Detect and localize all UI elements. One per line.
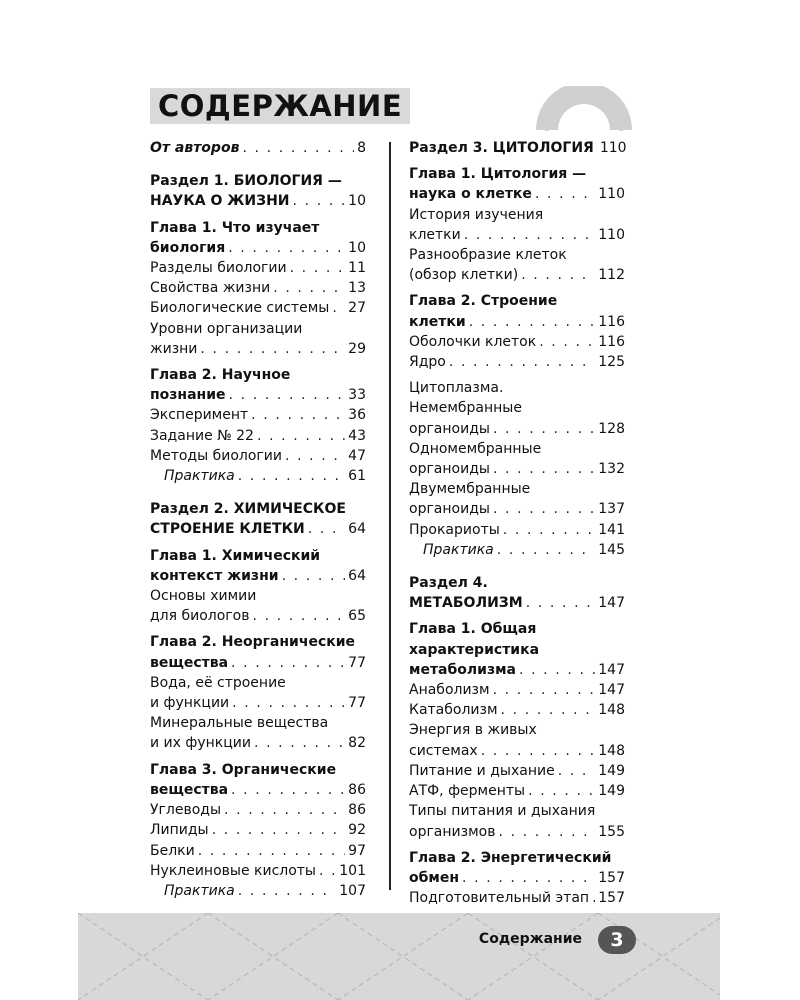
toc-entry-title: Практика [164, 468, 235, 485]
toc-entry [150, 519, 366, 539]
toc-entry [409, 520, 625, 540]
toc-entry-title: биология [150, 239, 226, 256]
toc-entry-page: 101 [339, 862, 366, 879]
toc-leader-dots [198, 841, 345, 861]
toc-leader-dots [319, 861, 336, 881]
toc-entry-title: характеристика [409, 641, 540, 658]
toc-entry-title: обмен [409, 869, 460, 886]
toc-entry-title: Глава 1. Общая [409, 621, 537, 638]
toc-entry-title: Глава 2. Строение [409, 293, 558, 310]
toc-leader-dots [293, 191, 346, 211]
column-divider [389, 142, 391, 890]
toc-entry-page: 125 [598, 354, 625, 371]
toc-leader-dots [519, 660, 595, 680]
toc-entry-page: 11 [348, 260, 366, 277]
toc-entry-title: познание [150, 387, 226, 404]
toc-entry-title: Глава 3. Органические [150, 761, 337, 778]
toc-leader-dots [481, 741, 596, 761]
toc-entry-title: От авторов [150, 140, 240, 156]
toc-entry-title: Раздел 1. БИОЛОГИЯ — [150, 173, 342, 190]
toc-right-column [409, 138, 625, 908]
toc-entry-title: Глава 2. Научное [150, 367, 291, 384]
toc-entry [409, 540, 625, 560]
toc-entry [409, 700, 625, 720]
toc-leader-dots [212, 820, 346, 840]
toc-entry [150, 365, 366, 385]
toc-entry-page: 110 [598, 226, 625, 243]
toc-entry [409, 499, 625, 519]
toc-leader-dots [526, 593, 596, 613]
toc-entry [150, 405, 366, 425]
toc-leader-dots [229, 385, 346, 405]
toc-leader-dots [449, 352, 595, 372]
toc-entry [150, 780, 366, 800]
toc-entry-title: контекст жизни [150, 567, 279, 584]
toc-entry-title: Уровни организации [150, 320, 303, 337]
toc-entry-page: 128 [598, 420, 625, 437]
toc-entry-title: Глава 1. Цитология — [409, 166, 587, 183]
toc-leader-dots [592, 888, 595, 908]
toc-leader-dots [332, 298, 345, 318]
toc-entry-page: 36 [348, 407, 366, 424]
toc-leader-dots [464, 225, 596, 245]
toc-entry-page: 27 [348, 300, 366, 317]
toc-entry-title: Раздел 3. ЦИТОЛОГИЯ [409, 140, 594, 156]
toc-entry [409, 164, 625, 184]
toc-entry [150, 191, 366, 211]
toc-entry [409, 680, 625, 700]
toc-entry [409, 378, 625, 398]
toc-entry [150, 138, 366, 158]
toc-entry-title: органоиды [409, 420, 490, 437]
page-title: СОДЕРЖАНИЕ [158, 88, 403, 123]
toc-left-column [150, 138, 366, 901]
toc-entry [150, 446, 366, 466]
toc-entry [409, 291, 625, 311]
toc-entry-page: 110 [598, 186, 625, 203]
toc-leader-dots [242, 138, 354, 158]
toc-entry [150, 606, 366, 626]
toc-entry-title: клетки [409, 226, 461, 243]
toc-entry-page: 8 [357, 140, 366, 156]
toc-entry-title: Задание № 22 [150, 427, 254, 444]
toc-entry-title: метаболизма [409, 661, 516, 678]
toc-entry-page: 155 [598, 823, 625, 840]
toc-entry-page: 13 [348, 280, 366, 297]
toc-entry-page: 157 [598, 869, 625, 886]
toc-entry-title: Энергия в живых [409, 722, 537, 739]
toc-leader-dots [498, 822, 595, 842]
toc-entry [409, 868, 625, 888]
toc-entry-title: Раздел 4. [409, 575, 488, 592]
toc-entry [150, 339, 366, 359]
toc-entry-title: СТРОЕНИЕ КЛЕТКИ [150, 521, 305, 538]
toc-entry-title: Нуклеиновые кислоты [150, 862, 316, 879]
toc-entry [150, 881, 366, 901]
toc-entry [409, 720, 625, 740]
toc-entry [409, 888, 625, 908]
toc-entry-title: Прокариоты [409, 521, 500, 538]
toc-entry-title: МЕТАБОЛИЗМ [409, 595, 523, 612]
toc-entry [409, 848, 625, 868]
gear-icon [530, 86, 638, 134]
toc-entry-title: Раздел 2. ХИМИЧЕСКОЕ [150, 501, 346, 518]
toc-entry-title: органоиды [409, 461, 490, 478]
toc-entry [150, 546, 366, 566]
toc-entry [409, 332, 625, 352]
toc-entry-page: 77 [348, 695, 366, 712]
toc-entry-title: Белки [150, 842, 195, 859]
toc-entry-page: 82 [348, 735, 366, 752]
toc-entry-page: 61 [348, 468, 366, 485]
toc-entry-title: Эксперимент [150, 407, 249, 424]
toc-entry-title: АТФ, ферменты [409, 783, 526, 800]
toc-entry-page: 157 [598, 890, 625, 907]
toc-entry [409, 761, 625, 781]
toc-leader-dots [497, 540, 596, 560]
toc-entry-page: 145 [598, 541, 625, 558]
toc-leader-dots [282, 566, 346, 586]
toc-entry-title: жизни [150, 340, 198, 357]
toc-leader-dots [501, 700, 596, 720]
toc-entry [409, 822, 625, 842]
toc-entry [409, 640, 625, 660]
toc-leader-dots [238, 881, 337, 901]
toc-entry [150, 800, 366, 820]
toc-entry [409, 225, 625, 245]
toc-entry-title: Основы химии [150, 588, 257, 605]
toc-entry-title: наука о клетке [409, 186, 532, 203]
toc-entry-title: и их функции [150, 735, 251, 752]
toc-entry-page: 137 [598, 501, 625, 518]
toc-entry-page: 149 [598, 762, 625, 779]
toc-leader-dots [503, 520, 595, 540]
toc-entry-title: и функции [150, 695, 230, 712]
toc-leader-dots [228, 238, 345, 258]
toc-entry [409, 593, 625, 613]
toc-leader-dots [493, 680, 596, 700]
toc-entry-title: Липиды [150, 822, 209, 839]
toc-entry-title: Глава 2. Неорганические [150, 634, 356, 651]
toc-entry-title: организмов [409, 823, 496, 840]
toc-leader-dots [238, 466, 345, 486]
toc-entry [150, 466, 366, 486]
toc-entry-title: Минеральные вещества [150, 715, 329, 732]
toc-leader-dots [493, 499, 595, 519]
toc-leader-dots [493, 459, 595, 479]
toc-entry [150, 171, 366, 191]
toc-leader-dots [231, 780, 345, 800]
toc-entry-title: Методы биологии [150, 447, 282, 464]
toc-leader-dots [251, 405, 345, 425]
toc-entry-page: 29 [348, 340, 366, 357]
toc-leader-dots [257, 426, 345, 446]
toc-leader-dots [493, 419, 595, 439]
toc-entry [409, 573, 625, 593]
toc-entry [150, 733, 366, 753]
toc-entry-title: Питание и дыхание [409, 762, 555, 779]
toc-entry-page: 148 [598, 702, 625, 719]
toc-entry [409, 245, 625, 265]
footer-band [78, 913, 720, 1000]
toc-entry [409, 265, 625, 285]
toc-leader-dots [528, 781, 595, 801]
toc-entry-page: 147 [598, 595, 625, 612]
toc-entry [409, 184, 625, 204]
toc-entry [150, 820, 366, 840]
toc-entry-page: 47 [348, 447, 366, 464]
toc-entry-title: Двумембранные [409, 481, 531, 498]
toc-entry [409, 419, 625, 439]
toc-entry-title: Оболочки клеток [409, 333, 537, 350]
toc-entry [150, 653, 366, 673]
toc-entry-page: 116 [598, 313, 625, 330]
toc-entry-page: 10 [348, 239, 366, 256]
toc-entry-title: для биологов [150, 608, 250, 625]
toc-entry-page: 107 [339, 882, 366, 899]
toc-entry-page: 141 [598, 521, 625, 538]
page-title-box [150, 88, 410, 124]
toc-entry-title: Практика [164, 882, 235, 899]
toc-entry-title: Вода, её строение [150, 674, 286, 691]
toc-entry [150, 319, 366, 339]
toc-entry [150, 586, 366, 606]
toc-entry [150, 713, 366, 733]
toc-entry-title: Одномембранные [409, 440, 542, 457]
toc-entry-title: Немембранные [409, 400, 522, 417]
toc-entry [409, 619, 625, 639]
toc-entry [150, 258, 366, 278]
toc-entry-page: 86 [348, 802, 366, 819]
toc-entry-title: Практика [423, 541, 494, 558]
toc-entry [409, 741, 625, 761]
toc-entry [150, 385, 366, 405]
toc-entry-title: (обзор клетки) [409, 267, 519, 284]
toc-entry [150, 566, 366, 586]
toc-entry-page: 64 [348, 521, 366, 538]
toc-leader-dots [539, 332, 595, 352]
toc-entry [150, 238, 366, 258]
toc-entry-title: Подготовительный этап [409, 890, 590, 907]
toc-entry [409, 660, 625, 680]
toc-entry-page: 147 [598, 682, 625, 699]
toc-entry-page: 92 [348, 822, 366, 839]
toc-entry-title: вещества [150, 781, 229, 798]
toc-leader-dots [232, 693, 345, 713]
toc-entry [150, 426, 366, 446]
toc-leader-dots [521, 265, 595, 285]
toc-entry [150, 693, 366, 713]
toc-entry-page: 147 [598, 661, 625, 678]
toc-entry-page: 64 [348, 567, 366, 584]
toc-entry-page: 10 [348, 193, 366, 210]
toc-leader-dots [224, 800, 345, 820]
toc-leader-dots [285, 446, 345, 466]
toc-leader-dots [200, 339, 345, 359]
toc-entry [150, 632, 366, 652]
toc-entry-title: НАУКА О ЖИЗНИ [150, 193, 290, 210]
toc-entry [150, 298, 366, 318]
toc-entry-title: Катаболизм [409, 702, 498, 719]
toc-entry-title: органоиды [409, 501, 490, 518]
toc-entry [409, 801, 625, 821]
page-number-badge [598, 926, 636, 954]
toc-entry [409, 781, 625, 801]
toc-entry-page: 148 [598, 742, 625, 759]
toc-entry-title: Разделы биологии [150, 260, 287, 277]
toc-entry [409, 398, 625, 418]
toc-entry [409, 479, 625, 499]
toc-entry [409, 205, 625, 225]
toc-entry-title: Биологические системы [150, 300, 330, 317]
toc-entry-title: Глава 2. Энергетический [409, 849, 612, 866]
toc-entry-title: Глава 1. Что изучает [150, 219, 320, 236]
toc-entry [150, 841, 366, 861]
toc-entry-title: клетки [409, 313, 466, 330]
toc-entry [150, 673, 366, 693]
toc-leader-dots [273, 278, 345, 298]
toc-entry [409, 138, 625, 158]
toc-entry-title: Анаболизм [409, 682, 490, 699]
toc-entry-title: Типы питания и дыхания [409, 803, 596, 820]
toc-leader-dots [252, 606, 345, 626]
toc-leader-dots [254, 733, 345, 753]
toc-entry-title: История изучения [409, 206, 544, 223]
toc-entry-page: 116 [598, 333, 625, 350]
toc-entry-title: Разнообразие клеток [409, 247, 567, 264]
toc-leader-dots [231, 653, 345, 673]
toc-leader-dots [290, 258, 346, 278]
page-number: 3 [610, 929, 624, 951]
toc-entry-title: Свойства жизни [150, 280, 271, 297]
toc-entry-title: Углеводы [150, 802, 221, 819]
toc-leader-dots [558, 761, 596, 781]
toc-leader-dots [462, 868, 595, 888]
toc-entry-page: 110 [599, 140, 627, 156]
toc-entry-page: 132 [598, 461, 625, 478]
toc-entry [409, 459, 625, 479]
toc-entry-page: 77 [348, 654, 366, 671]
toc-entry-page: 86 [348, 781, 366, 798]
toc-entry-page: 112 [598, 267, 625, 284]
toc-entry-title: Цитоплазма. [409, 380, 504, 397]
toc-entry-title: Глава 1. Химический [150, 547, 321, 564]
footer-section-label: Содержание [478, 931, 582, 947]
toc-leader-dots [535, 184, 595, 204]
toc-entry-title: Ядро [409, 354, 446, 371]
toc-entry [409, 312, 625, 332]
toc-entry [150, 861, 366, 881]
toc-entry-title: системах [409, 742, 478, 759]
toc-entry-page: 43 [348, 427, 366, 444]
toc-entry [409, 439, 625, 459]
toc-entry-page: 149 [598, 783, 625, 800]
toc-entry [150, 218, 366, 238]
toc-entry [409, 352, 625, 372]
toc-leader-dots [308, 519, 345, 539]
toc-entry-page: 65 [348, 608, 366, 625]
toc-leader-dots [469, 312, 596, 332]
toc-entry-page: 33 [348, 387, 366, 404]
toc-entry [150, 760, 366, 780]
toc-entry [150, 278, 366, 298]
toc-entry [150, 499, 366, 519]
toc-entry-title: вещества [150, 654, 229, 671]
toc-entry-page: 97 [348, 842, 366, 859]
